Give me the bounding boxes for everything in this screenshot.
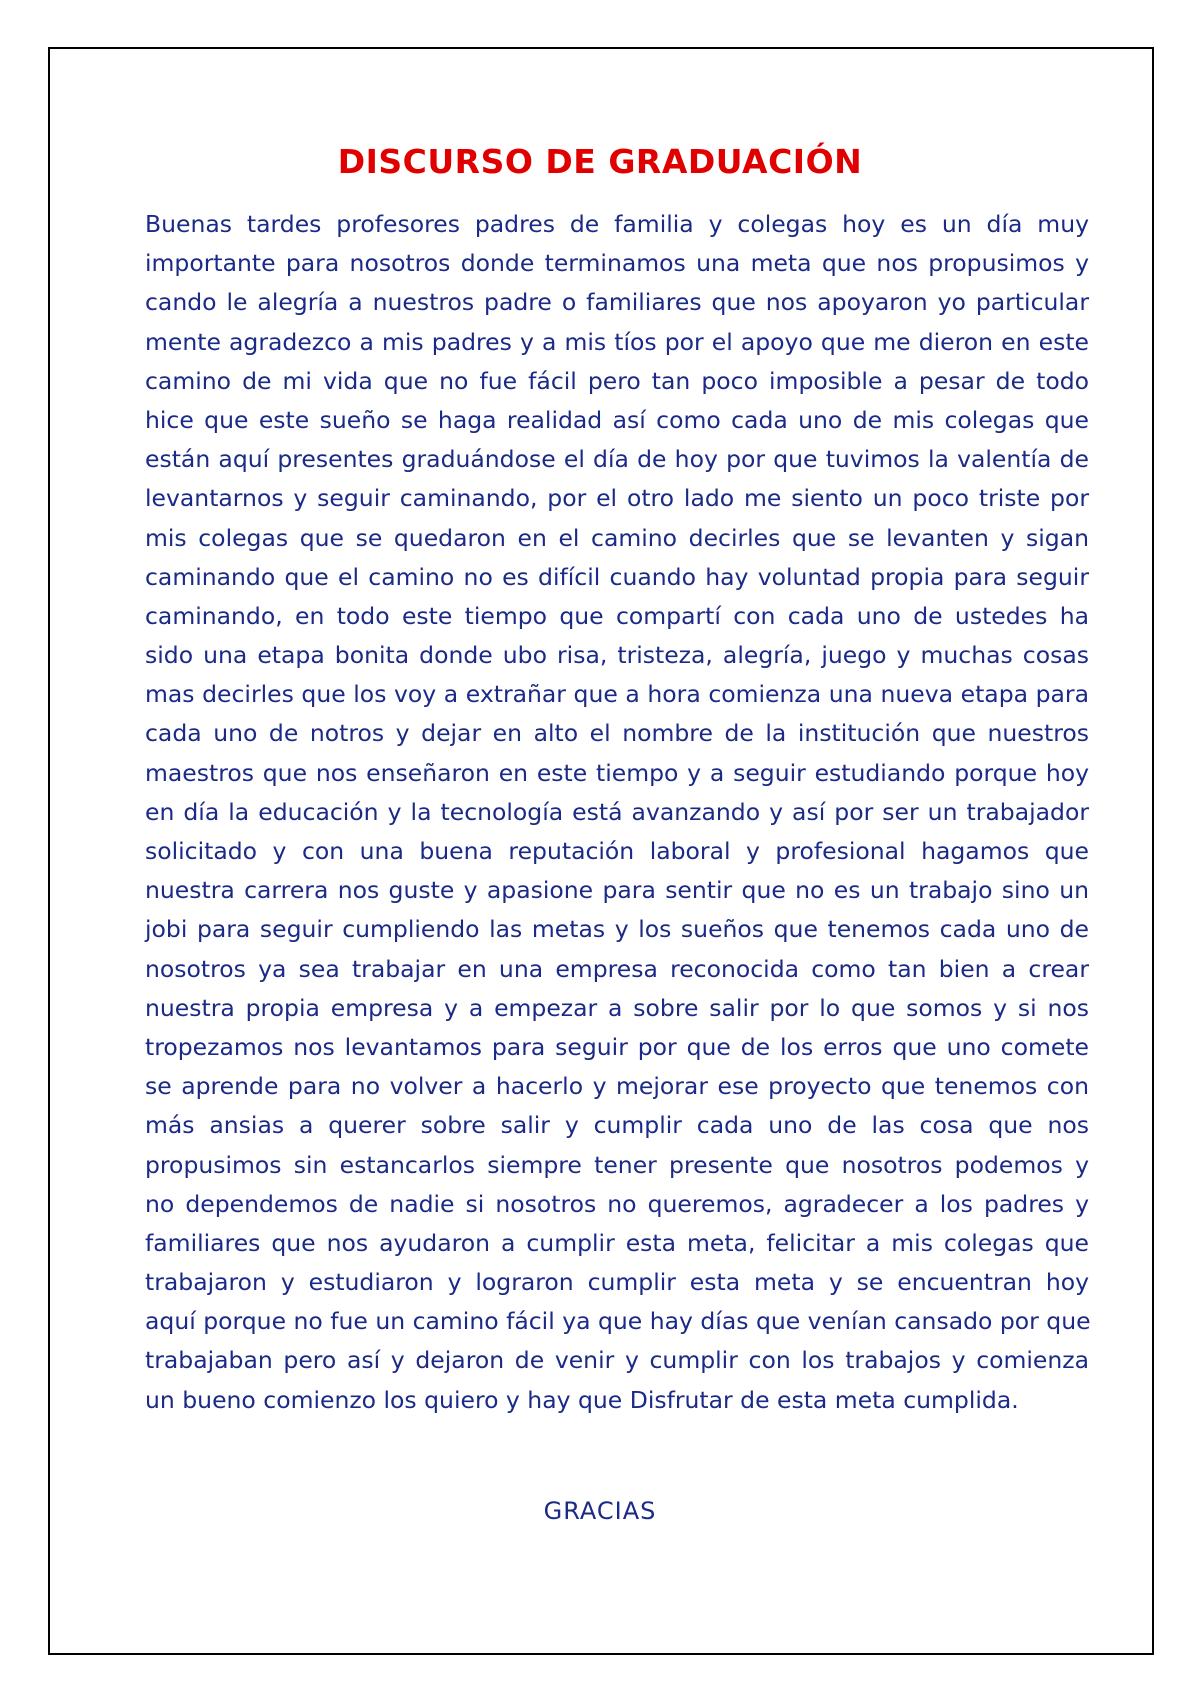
- body-line: más ansias a querer sobre salir y cumplir cada uno de las cosa que nos: [145, 1111, 1089, 1140]
- body-line: nuestra propia empresa y a empezar a sobre salir por lo que somos y si nos: [145, 993, 1089, 1022]
- body-line: no dependemos de nadie si nosotros no queremos, agradecer a los padres y: [145, 1189, 1089, 1218]
- closing-text: GRACIAS: [543, 1497, 657, 1525]
- body-line: solicitado y con una buena reputación laboral y profesional hagamos que: [145, 837, 1089, 865]
- body-line: maestros que nos enseñaron en este tiempo y a seguir estudiando porque hoy: [145, 758, 1089, 787]
- body-line: mente agradezco a mis padres y a mis tíos por el apoyo que me dieron en este: [145, 327, 1089, 356]
- body-line: propusimos sin estancarlos siempre tener presente que nosotros podemos y: [145, 1150, 1089, 1179]
- body-line: mas decirles que los voy a extrañar que a hora comienza una nueva etapa para: [145, 680, 1089, 709]
- body-line: trabajaron y estudiaron y lograron cumplir esta meta y se encuentran hoy: [145, 1268, 1089, 1297]
- body-line: familiares que nos ayudaron a cumplir esta meta, felicitar a mis colegas que: [145, 1228, 1089, 1257]
- body-line: un bueno comienzo los quiero y hay que Disfrutar de esta meta cumplida.: [145, 1385, 1019, 1414]
- body-line: nosotros ya sea trabajar en una empresa reconocida como tan bien a crear: [145, 954, 1089, 983]
- body-line: se aprende para no volver a hacerlo y mejorar ese proyecto que tenemos con: [145, 1072, 1089, 1101]
- body-line: importante para nosotros donde terminamos una meta que nos propusimos y: [145, 249, 1089, 278]
- body-line: sido una etapa bonita donde ubo risa, tristeza, alegría, juego y muchas cosas: [145, 641, 1089, 670]
- body-line: levantarnos y seguir caminando, por el otro lado me siento un poco triste por: [145, 484, 1089, 513]
- body-line: en día la educación y la tecnología está avanzando y así por ser un trabajador: [145, 797, 1089, 826]
- body-line: Buenas tardes profesores padres de familia y colegas hoy es un día muy: [145, 210, 1089, 238]
- body-line: aquí porque no fue un camino fácil ya que hay días que venían cansado por que: [145, 1307, 1091, 1336]
- body-line: camino de mi vida que no fue fácil pero tan poco imposible a pesar de todo: [145, 366, 1089, 395]
- body-line: nuestra carrera nos guste y apasione para sentir que no es un trabajo sino un: [145, 876, 1089, 905]
- body-line: jobi para seguir cumpliendo las metas y los sueños que tenemos cada uno de: [145, 915, 1089, 944]
- body-line: están aquí presentes graduándose el día de hoy por que tuvimos la valentía de: [145, 445, 1089, 474]
- speech-body: [145, 205, 1089, 1420]
- body-line: caminando, en todo este tiempo que compartí con cada uno de ustedes ha: [145, 601, 1089, 630]
- body-line: hice que este sueño se haga realidad así como cada uno de mis colegas que: [145, 405, 1089, 434]
- body-line: cando le alegría a nuestros padre o familiares que nos apoyaron yo particular: [145, 288, 1089, 317]
- body-line: trabajaban pero así y dejaron de venir y cumplir con los trabajos y comienza: [145, 1346, 1089, 1375]
- body-line: cada uno de notros y dejar en alto el nombre de la institución que nuestros: [145, 719, 1089, 748]
- body-line: mis colegas que se quedaron en el camino decirles que se levanten y sigan: [145, 523, 1089, 552]
- body-line: caminando que el camino no es difícil cuando hay voluntad propia para seguir: [145, 562, 1089, 591]
- document-title: DISCURSO DE GRADUACIÓN: [337, 142, 863, 181]
- body-line: tropezamos nos levantamos para seguir por que de los erros que uno comete: [145, 1032, 1089, 1061]
